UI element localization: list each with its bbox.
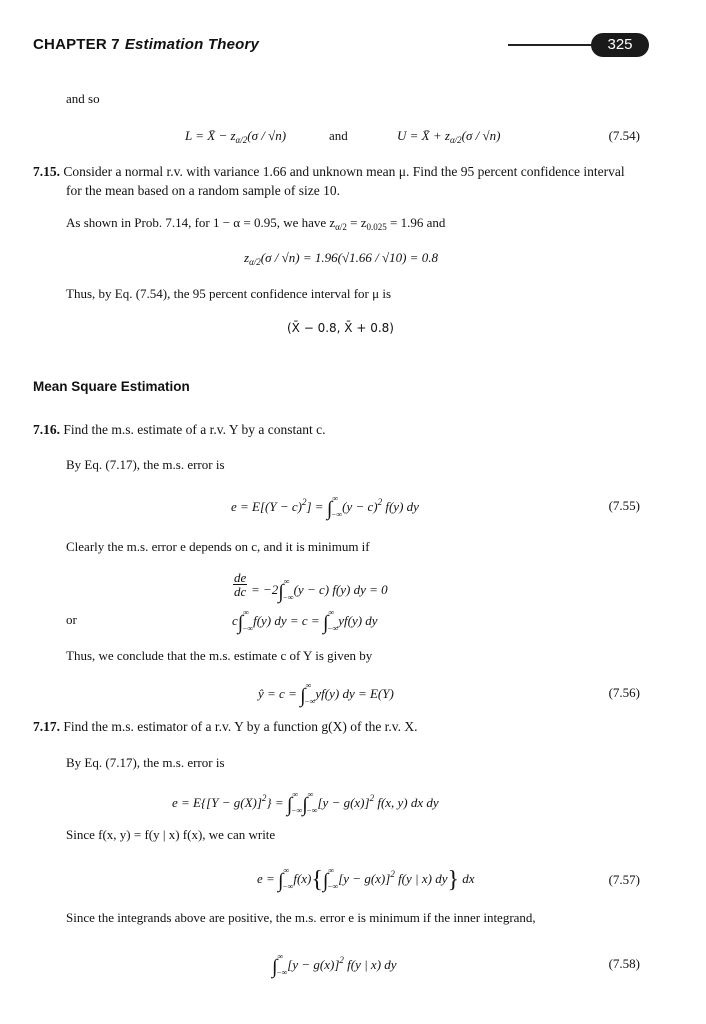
equation-number-7-57: (7.57) bbox=[608, 872, 640, 887]
problem-7-17-since: Since f(x, y) = f(y | x) f(x), we can write bbox=[66, 827, 276, 842]
equation-number-7-54: (7.54) bbox=[608, 128, 640, 143]
problem-7-16-thus: Thus, we conclude that the m.s. estimate c of Y is given by bbox=[66, 648, 373, 663]
equation-7-55: $e = E[(Y - c)^2] = \int\infty-\infty(y - c)^2$ f(y) dy bbox=[231, 494, 419, 520]
equation-number-7-58: (7.58) bbox=[608, 956, 640, 971]
derivative-fraction: de dc bbox=[234, 570, 247, 599]
problem-7-15-interval: (X̄ − 0.8, X̄ + 0.8) bbox=[287, 321, 394, 335]
problem-7-16-solution-line1: By Eq. (7.17), the m.s. error is bbox=[66, 457, 225, 472]
equation-7-57: $e = \int\infty-\infty f(x)\{\int\infty-\infty[y - g(x)]^2$ f(y | x) dy} dx bbox=[257, 866, 475, 893]
problem-7-15-solution-line1: As shown in Prob. 7.14, for 1 − α = 0.95, we have $z_{\alpha/2} = z_{0.025} = 1.96$ and bbox=[66, 215, 446, 232]
problem-7-15-equation: $z_{\alpha/2}(\sigma / √n) = 1.96(√1.66 / √10) = 0.8$ bbox=[244, 250, 438, 267]
problem-7-17-solution-line1: By Eq. (7.17), the m.s. error is bbox=[66, 755, 225, 770]
problem-7-15-thus: Thus, by Eq. (7.54), the 95 percent confidence interval for μ is bbox=[66, 286, 392, 301]
chapter-label: CHAPTER 7 bbox=[33, 36, 120, 53]
equation-number-7-55: (7.55) bbox=[608, 498, 640, 513]
problem-number-7-16: 7.16. bbox=[33, 422, 60, 437]
problem-7-15-line1: 7.15. Consider a normal r.v. with variance 1.66 and unknown mean μ. Find the 95 percent confidence interval bbox=[33, 164, 625, 179]
equation-7-56: ŷ = c = ∫∞−∞yf(y) dy = E(Y) bbox=[258, 681, 394, 707]
problem-7-17-equation: $e = E\{[Y - g(X)]^2\} = \int\infty-\infty\int\infty-\infty[y - g(x)]^2$ f(x, y) dx dy bbox=[172, 790, 439, 816]
equation-number-7-56: (7.56) bbox=[608, 685, 640, 700]
page-number-badge: 325 bbox=[591, 33, 649, 57]
problem-7-16-clearly: Clearly the m.s. error e depends on c, and it is minimum if bbox=[66, 539, 370, 554]
equation-7-54-upper: U = X̄ + $z_{\alpha/2}(\sigma / √n)$ bbox=[397, 128, 501, 145]
chapter-title: Estimation Theory bbox=[124, 36, 260, 53]
problem-7-16-statement: 7.16. Find the m.s. estimate of a r.v. Y by a constant c. bbox=[33, 422, 326, 437]
section-heading: Mean Square Estimation bbox=[33, 379, 190, 394]
derivative-equation: = −2∫∞−∞(y − c) f(y) dy = 0 bbox=[251, 577, 388, 603]
problem-number-7-15: 7.15. bbox=[33, 164, 60, 179]
problem-number-7-17: 7.17. bbox=[33, 719, 60, 734]
text-and-so: and so bbox=[66, 91, 100, 106]
problem-7-17-integrands: Since the integrands above are positive, the m.s. error e is minimum if the inner integrand, bbox=[66, 910, 536, 925]
equation-7-54-and: and bbox=[329, 128, 348, 143]
chapter-heading bbox=[33, 36, 259, 53]
problem-7-15-line2: for the mean based on a random sample of size 10. bbox=[66, 183, 341, 198]
text-or: or bbox=[66, 612, 77, 627]
equation-7-54-lower: L = X̄ − $z_{\alpha/2}(\sigma / √n)$ bbox=[185, 128, 287, 145]
equation-or: c∫∞−∞f(y) dy = c = ∫∞−∞yf(y) dy bbox=[232, 608, 378, 634]
problem-7-17-statement: 7.17. Find the m.s. estimator of a r.v. Y by a function g(X) of the r.v. X. bbox=[33, 719, 418, 734]
equation-7-58: $\int\infty-\infty[y - g(x)]^2$ f(y | x) dy bbox=[272, 952, 397, 978]
